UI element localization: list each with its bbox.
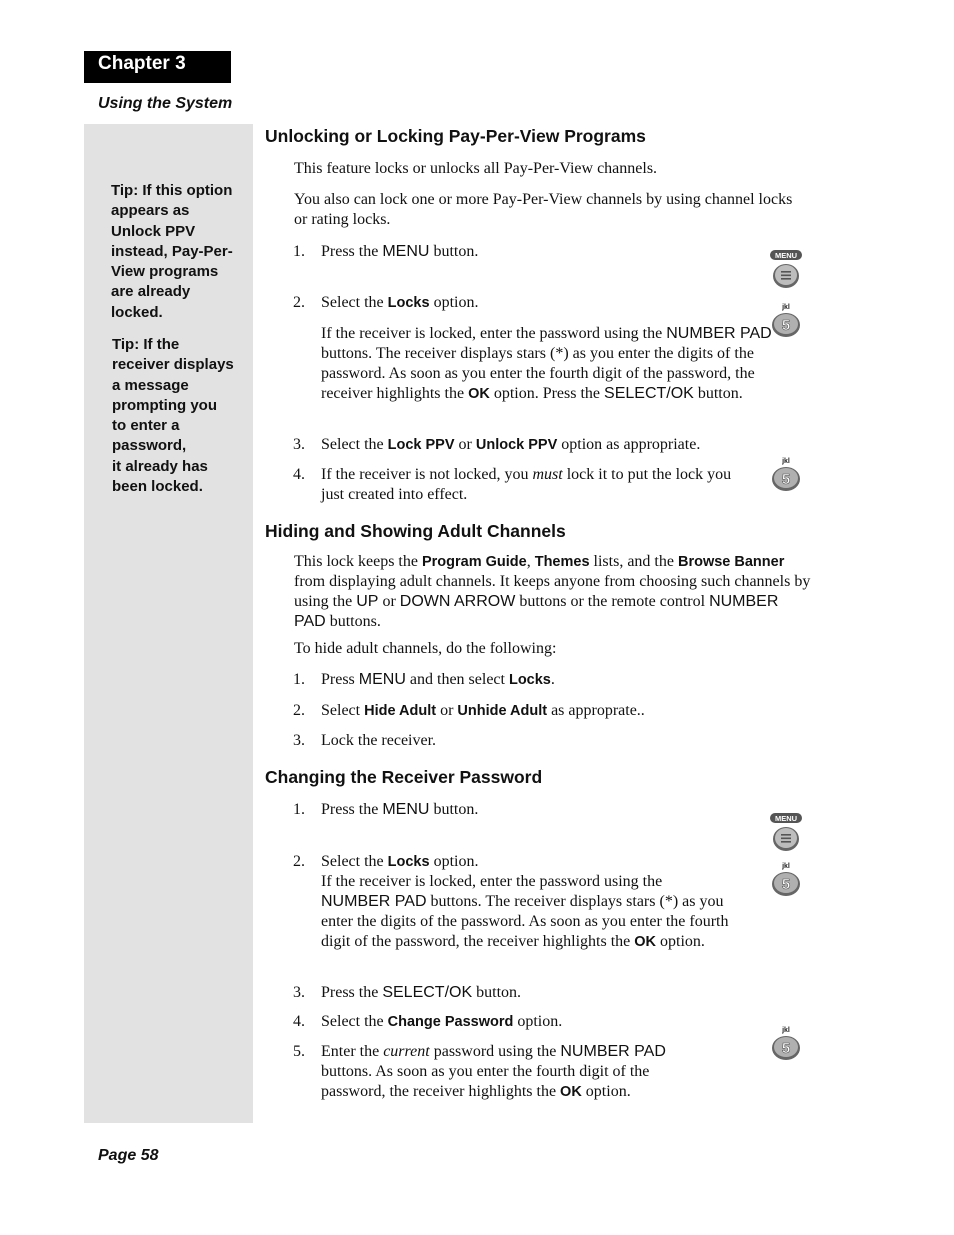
step-number: 1. (293, 801, 305, 818)
text: This lock keeps the (294, 553, 422, 570)
key-label: UP (356, 593, 379, 610)
step-text (321, 670, 741, 690)
text: Select the (321, 294, 388, 311)
tip-line: instead, Pay-Per- (111, 242, 233, 260)
section-heading-password: Changing the Receiver Password (265, 767, 543, 787)
text: option as appropriate. (557, 436, 701, 453)
key-label: NUMBER PAD (321, 893, 427, 910)
section-heading-ppv: Unlocking or Locking Pay-Per-View Programs (265, 126, 646, 146)
text: Press (321, 671, 359, 688)
number-five-button-icon (768, 300, 804, 340)
option-label: Program Guide (421, 554, 527, 570)
number-five-button-icon (768, 1023, 804, 1063)
option-label: Locks (387, 854, 430, 870)
paragraph: You also can lock one or more Pay-Per-View channels by using channel locks or rating locks. (294, 191, 793, 228)
step-number: 2. (293, 294, 305, 311)
text: If the receiver is not locked, you (321, 466, 533, 483)
text: button. (472, 984, 522, 1001)
text: or (436, 702, 458, 719)
text: Press the (321, 801, 383, 818)
tip-line: locked. (111, 303, 163, 321)
paragraph: To hide adult channels, do the following: (294, 640, 557, 657)
tip-line: receiver displays (112, 356, 234, 374)
text: from displaying adult channels. It keeps anyone from choosing such channels by using the (294, 573, 811, 610)
text: Select the (321, 853, 388, 870)
text: Select the (321, 1013, 388, 1030)
step-text (321, 465, 746, 505)
key-label: NUMBER PAD (294, 593, 779, 630)
step-number: 2. (293, 702, 305, 719)
number-five-button-icon (768, 859, 804, 899)
text: buttons or the remote control (515, 593, 710, 610)
number-five-button-icon (768, 454, 804, 494)
text: buttons. (325, 613, 381, 630)
text: or (454, 436, 476, 453)
option-label: Unlock PPV (475, 437, 558, 453)
menu-button-icon (768, 812, 804, 854)
section-title: Using the System (98, 95, 233, 112)
step-text (321, 242, 741, 262)
text: as approprate.. (547, 702, 645, 719)
option-label: Hide Adult (364, 703, 437, 719)
jkl-text: jkl (782, 863, 790, 870)
option-label: Browse Banner (677, 554, 785, 570)
text: option. (581, 1083, 631, 1100)
step-text (321, 983, 741, 1003)
step-text (321, 800, 741, 820)
text: password using the (429, 1043, 561, 1060)
option-label: Themes (534, 554, 590, 570)
tip-line: Unlock PPV (111, 222, 196, 240)
step-number: 1. (293, 243, 305, 260)
tip-line: it already has (112, 457, 208, 475)
tip-line: been locked. (112, 478, 203, 496)
tip-ppv (111, 181, 251, 323)
step-number: 4. (293, 1013, 305, 1030)
tip-line: password, (112, 437, 187, 455)
step-number: 3. (293, 732, 305, 749)
key-label: NUMBER PAD (666, 325, 772, 342)
text: lock it to put the lock you just created into effect. (321, 466, 732, 503)
text: If the receiver is locked, enter the password using the (321, 325, 667, 342)
text: buttons. The receiver displays stars (*) as you enter the digits of the password. As soon as you enter the fourth digit of the password, the receiver highlights the (321, 345, 755, 402)
option-label: Change Password (387, 1014, 514, 1030)
section-heading-adult: Hiding and Showing Adult Channels (265, 521, 566, 541)
paragraph (294, 552, 814, 632)
text: button. (693, 385, 743, 402)
emphasis: must (532, 466, 563, 483)
tip-line: View programs (111, 263, 219, 281)
option-label: Locks (387, 295, 430, 311)
text: . (550, 671, 555, 688)
five-text: 5 (781, 876, 791, 893)
text: Press the (321, 984, 383, 1001)
key-label: SELECT/OK (604, 385, 694, 402)
text: or (378, 593, 400, 610)
step-number: 2. (293, 853, 305, 870)
menu-button-icon (768, 249, 804, 291)
text: lists, and the (589, 553, 678, 570)
text: option. (513, 1013, 563, 1030)
text: option. Press the (489, 385, 605, 402)
key-label: MENU (382, 243, 430, 260)
text: , (526, 553, 535, 570)
paragraph: This feature locks or unlocks all Pay-Per-View channels. (294, 160, 658, 177)
step-number: 3. (293, 436, 305, 453)
text: buttons. The receiver displays stars (*) as you enter the digits of the password. As soon as you enter the fourth digit of the password, the receiver highlights the (321, 893, 729, 950)
tip-line: a message (112, 376, 189, 394)
key-label: MENU (358, 671, 406, 688)
tip-line: appears as (111, 202, 190, 220)
text: and then select (405, 671, 509, 688)
option-label: OK (468, 386, 490, 402)
step-detail (321, 324, 783, 404)
step-number: 5. (293, 1043, 305, 1060)
emphasis: current (383, 1043, 430, 1060)
text: Select the (321, 436, 388, 453)
text: buttons. As soon as you enter the fourth digit of the password, the receiver highlights the (321, 1063, 650, 1100)
five-text: 5 (781, 317, 791, 334)
option-label: OK (634, 934, 657, 950)
menu-icon-text: MENU (774, 814, 798, 823)
step-text: Lock the receiver. (321, 732, 437, 749)
step-text (321, 435, 761, 455)
tip-line: Tip: If this option (111, 182, 233, 199)
text: option. (429, 294, 479, 311)
jkl-text: jkl (782, 304, 790, 311)
jkl-text: jkl (782, 1027, 790, 1034)
tip-line: prompting you (112, 396, 217, 414)
step-number: 4. (293, 466, 305, 483)
five-text: 5 (781, 471, 791, 488)
key-label: NUMBER PAD (560, 1043, 666, 1060)
text: Select (321, 702, 365, 719)
option-label: Lock PPV (387, 437, 455, 453)
text: Enter the (321, 1043, 384, 1060)
step-text (321, 1012, 741, 1032)
text: If the receiver is locked, enter the password using the (321, 873, 663, 890)
tip-locked (112, 335, 252, 497)
page-number: Page 58 (98, 1147, 159, 1164)
option-label: Unhide Adult (457, 703, 548, 719)
text: option. (656, 933, 705, 950)
chapter-label: Chapter 3 (84, 51, 231, 83)
step-text (321, 293, 741, 313)
text: button. (429, 243, 479, 260)
option-label: Locks (508, 672, 551, 688)
jkl-text: jkl (782, 458, 790, 465)
step-text (321, 852, 731, 952)
text: Press the (321, 243, 383, 260)
five-text: 5 (781, 1040, 791, 1057)
tip-line: Tip: If the (112, 336, 180, 353)
text: option. (429, 853, 479, 870)
key-label: MENU (382, 801, 430, 818)
key-label: DOWN ARROW (399, 593, 516, 610)
key-label: SELECT/OK (382, 984, 473, 1001)
tip-line: are already (111, 283, 191, 301)
step-number: 3. (293, 984, 305, 1001)
option-label: OK (560, 1084, 582, 1100)
step-text (321, 701, 781, 721)
step-text (321, 1042, 701, 1102)
step-number: 1. (293, 671, 305, 688)
menu-icon-text: MENU (774, 251, 798, 260)
text: button. (429, 801, 479, 818)
tip-line: to enter a (112, 417, 180, 435)
